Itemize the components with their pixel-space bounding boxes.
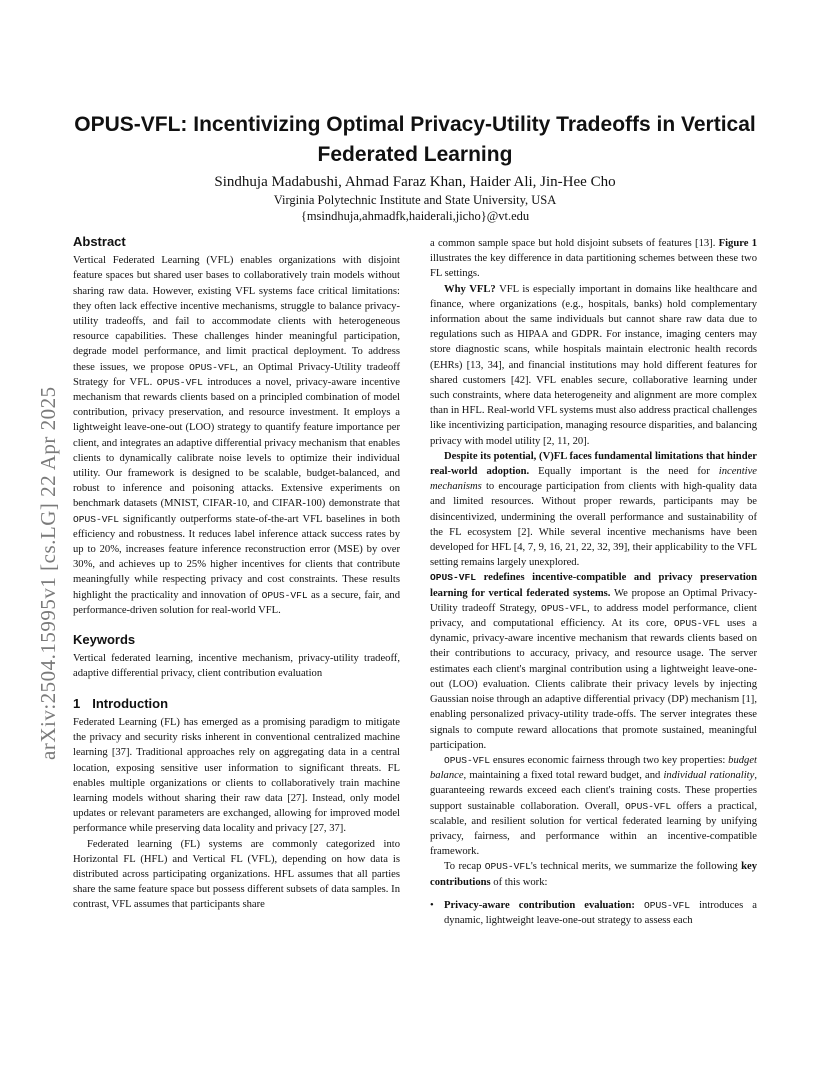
intro-paragraph-2-continued: a common sample space but hold disjoint subsets of features [13]. Figure 1 illustrates the key difference in data partitioning schemes between these two FL settings. [430,238,758,280]
right-column [430,236,757,928]
redefines-paragraph: OPUS-VFL redefines incentive-compatible and privacy preservation learning for vertical federated systems. We propose an Optimal Privacy-Utility tradeoff Strategy, OPUS-VFL, to address model performance, client privacy, and computational efficiency. At its core, OPUS-VFL uses a dynamic, privacy-aware incentive mechanism that rewards clients based on their contributions to accuracy, privacy, and resource usage. The server estimates each client's marginal contribution using a lightweight leave-one-out (LOO) evaluation. Clients calibrate their privacy levels by injecting Gaussian noise through an adaptive differential privacy (DP) mechanism [1], enabling personalized privacy-utility trade-offs. The server integrates these signals to compute reward allocations that promote sustained, meaningful participation. [430,572,757,751]
list-item: • Privacy-aware contribution evaluation: OPUS-VFL introduces a dynamic, lightweight leave-one-out strategy to assess each [430,898,757,928]
figure-reference: Figure 1 [718,238,758,249]
contributions-list [430,898,757,928]
arxiv-identifier: arXiv:2504.15995v1 [cs.LG] 22 Apr 2025 [36,386,60,760]
author-list: Sindhuja Madabushi, Ahmad Faraz Khan, Haider Ali, Jin-Hee Cho [214,174,616,190]
economic-fairness-paragraph: OPUS-VFL ensures economic fairness through two key properties: budget balance, maintaining a fixed total reward budget, and individual rationality, guaranteeing rewards exceed each client's training costs. These properties support sustainable collaboration. Overall, OPUS-VFL offers a practical, scalable, and resilient solution for vertical federated learning by unifying privacy, fairness, and performance within an incentive-compatible framework. [430,754,757,858]
why-vfl-paragraph: Why VFL? VFL is especially important in domains like healthcare and finance, where organizations (e.g., hospitals, banks) hold complementary information about the same individuals but cannot share raw data due to regulations such as HIPAA and GDPR. For instance, imaging centers may store diagnostic scans, while hospitals maintain electronic health records (EHRs) [13, 34], and financial institutions may hold different features for shared customers [42]. VFL enables secure, collaborative learning under such constraints, where data heterogeneity and alignment are more complex than in HFL. Real-world VFL systems must also address practical challenges like incentivizing participation, managing resource disparities, and balancing privacy with model utility [2, 11, 20]. [430,283,757,447]
affiliation: Virginia Polytechnic Institute and State University, USA [273,193,557,207]
limitations-paragraph: Despite its potential, (V)FL faces fundamental limitations that hinder real-world adoption. Equally important is the need for incentive mechanisms to encourage participation from clients with high-quality data and limited resources. Without proper rewards, participants may be disincentivized, undermining the overall performance and sustainability of the FL ecosystem [2]. While several incentive mechanisms have been developed for HFL [4, 7, 9, 16, 21, 22, 32, 39], their applicability to the VFL setting remains largely unexplored. [430,450,757,569]
intro-paragraph-1: Federated Learning (FL) has emerged as a promising paradigm to mitigate the privacy and security risks inherent in conventional centralized machine learning [37]. Traditional approaches rely on aggregating data in a central location, exposing sensitive user information to significant threats. FL enables multiple organizations or clients to collaboratively train machine learning models without sharing their raw data [27]. Instead, only model updates or relevant parameters are exchanged, allowing for improved model performance while preserving data locality and privacy [27, 37]. [73,716,400,835]
author-emails: {msindhuja,ahmadfk,haiderali,jicho}@vt.edu [300,209,530,223]
left-column [73,234,400,913]
introduction-heading: 1 Introduction [73,695,169,711]
paper-title: OPUS-VFL: Incentivizing Optimal Privacy-Utility Tradeoffs in Vertical Federated Learning [74,113,756,166]
abstract-heading: Abstract [73,234,126,249]
keywords-heading: Keywords [73,632,136,648]
keywords-text: Vertical federated learning, incentive mechanism, privacy-utility tradeoff, adaptive differential privacy, client contribution evaluation [73,653,400,680]
intro-paragraph-2: Federated learning (FL) systems are commonly categorized into Horizontal FL (HFL) and Vertical FL (VFL), depending on how data is distributed across participating organizations. HFL assumes that all parties share the same feature space but possess different subsets of data samples. In contrast, VFL assumes that participants share [73,838,400,911]
abstract-text: Vertical Federated Learning (VFL) enables organizations with disjoint feature spaces but shared user bases to collaboratively train models without sharing raw data. However, existing VFL systems face critical limitations: they often lack effective incentive mechanisms, struggle to balance privacy-utility tradeoffs, and fail to accommodate clients with heterogeneous resource capabilities. These challenges hinder meaningful participation, degrade model performance, and limit practical deployment. To address these issues, we propose OPUS-VFL, an Optimal Privacy-Utility tradeoff Strategy for VFL. OPUS-VFL introduces a novel, privacy-aware incentive mechanism that rewards clients based on a principled combination of model contribution, privacy preservation, and resource investment. It employs a lightweight leave-one-out (LOO) strategy to quantify feature importance per client, and integrates an adaptive differential privacy mechanism that enables clients to dynamically calibrate noise levels to optimize their individual utility. Our framework is designed to be scalable, budget-balanced, and robust to inference and poisoning attacks. Extensive experiments on benchmark datasets (MNIST, CIFAR-10, and CIFAR-100) demonstrate that OPUS-VFL significantly outperforms state-of-the-art VFL baselines in both efficiency and robustness. It reduces label inference attack success rates by up to 20%, increases feature inference reconstruction error (MSE) by over 30%, and achieves up to 25% higher incentives for clients that contribute meaningfully while respecting privacy and cost constraints. These results highlight the practicality and innovation of OPUS-VFL as a secure, fair, and performance-driven solution for real-world VFL. [73,255,400,616]
recap-paragraph: To recap OPUS-VFL's technical merits, we summarize the following key contributions of this work: [430,861,757,888]
